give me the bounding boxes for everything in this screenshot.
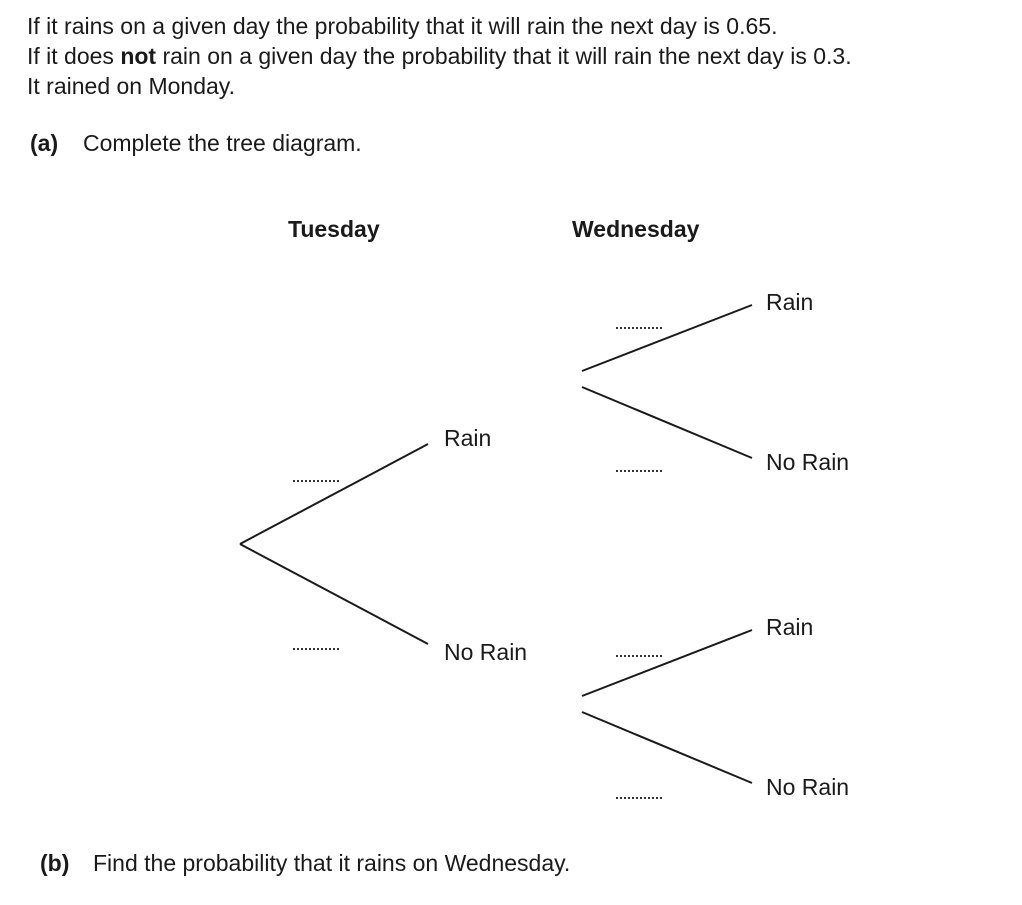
intro-line-1: If it rains on a given day the probability that it will rain the next day is 0.65. xyxy=(27,13,778,39)
intro-line-3: It rained on Monday. xyxy=(27,73,235,99)
blank-wed-rain-after-no-rain-probability[interactable] xyxy=(616,655,662,659)
branch-wed-no-rain-after-no-rain xyxy=(582,712,752,783)
wed-no-rain-after-rain-label: No Rain xyxy=(766,449,850,475)
branch-wed-rain-after-no-rain xyxy=(582,630,752,696)
part-b-question xyxy=(40,850,570,877)
wed-rain-after-no-rain-label: Rain xyxy=(766,614,814,640)
intro-line-2-end: rain on a given day the probability that it will rain the next day is 0.3. xyxy=(156,43,852,69)
part-a-label: (a) xyxy=(30,130,59,156)
blank-tuesday-rain-probability[interactable] xyxy=(293,480,339,484)
branch-tuesday-rain xyxy=(240,444,428,544)
tuesday-rain-label: Rain xyxy=(444,425,492,451)
blank-wed-no-rain-after-no-rain-probability[interactable] xyxy=(616,797,662,801)
tuesday-heading: Tuesday xyxy=(288,216,380,242)
wed-rain-after-rain-label: Rain xyxy=(766,289,814,315)
tuesday-no-rain-label: No Rain xyxy=(444,639,528,665)
wednesday-heading: Wednesday xyxy=(572,216,700,242)
branch-tuesday-no-rain xyxy=(240,544,428,644)
branch-wed-rain-after-rain xyxy=(582,305,752,371)
blank-wed-no-rain-after-rain-probability[interactable] xyxy=(616,470,662,474)
part-b-text: Find the probability that it rains on Wednesday. xyxy=(93,850,571,876)
intro-line-2-start: If it does xyxy=(27,43,121,69)
branch-wed-no-rain-after-rain xyxy=(582,387,752,458)
blank-wed-rain-after-rain-probability[interactable] xyxy=(616,327,662,331)
part-a-text: Complete the tree diagram. xyxy=(83,130,362,156)
blank-tuesday-no-rain-probability[interactable] xyxy=(293,648,339,652)
intro-line-2-emphasis: not xyxy=(120,43,157,69)
part-b-label: (b) xyxy=(40,850,70,876)
wed-no-rain-after-no-rain-label: No Rain xyxy=(766,774,850,800)
